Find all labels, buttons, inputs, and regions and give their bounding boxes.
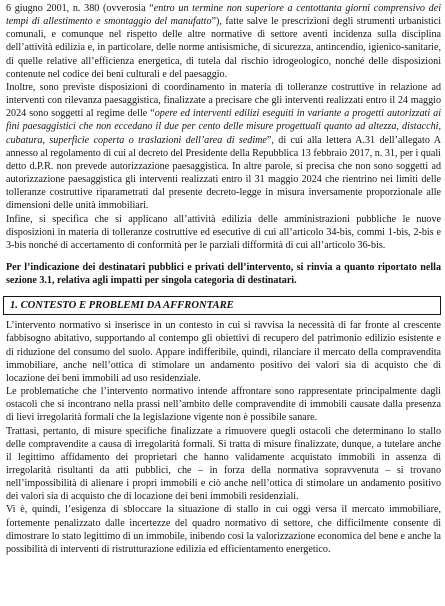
section-paragraph-1: L’intervento normativo si inserisce in un contesto in cui si ravvisa la necessità di far fronte al crescente fabbisogno abitativo, supportando al contempo gli obiettivi di recupero del patrimonio edilizio esistente e di riduzione del consumo del suolo. Appare indifferibile, quindi, rilanciare il mercato della compravendita immobiliare, anche nell’ottica di stimolare un andamento positivo dei valori sia di acquisto che di locazione dei beni immobili ad uso residenziale. [6, 320, 441, 384]
intro-p1-text-a: 6 giugno 2001, n. 380 (ovverosia “ [6, 3, 154, 14]
section-paragraph-2: Le problematiche che l’intervento normativo intende affrontare sono rappresentate principalmente dagli ostacoli che si incontrano nella prassi nell’ambito delle compravendite di immobili causate dalla presenza di lievi irregolarità formali che la legislazione vigente non è possibile sanare. [6, 386, 441, 424]
section-paragraph-3: Trattasi, pertanto, di misure specifiche finalizzate a rimuovere quegli ostacoli che determinano lo stallo delle compravendite a causa di irregolarità formali. Si tratta di misure finalizzate, dunque, a tutelare anche il legittimo affidamento dei proprietari che hanno validamente acquistato immobili in assenza di irregolarità risultanti da atti pubblici, che – in forza della normativa sopravvenuta – si trovano nell’impossibilità di alienare i propri immobili e ciò anche nell’ottica di stimolare un andamento positivo dei valori sia di acquisto che di locazione dei beni immobili residenziali. [6, 425, 441, 503]
intro-p1-text-c: ”), fatte salve le prescrizioni degli strumenti urbanistici comunali, e comunque nel rispetto delle altre normative di settore aventi incidenza sulla disciplina dell’attività edilizia e, in particolare, delle norme antisismiche, di sicurezza, antincendio, igienico-sanitarie, di quelle relative all’efficienza energetica, di tutela dal rischio idrogeologico, nonché delle disposizioni contenute nel codice dei beni culturali e del paesaggio. [6, 16, 441, 80]
section-heading-box [3, 296, 441, 315]
intro-p2-text-a: Inoltre, sono previste disposizioni di coordinamento in materia di tolleranze costruttive in relazione ad interventi con rilevanza paesaggistica, finalizzate a precisare che gli interventi realizzati entro il 24 maggio 2024 sono soggetti al regime delle “ [6, 81, 441, 120]
section-heading: 1. CONTESTO E PROBLEMI DA AFFRONTARE [10, 300, 234, 312]
intro-p1-quote: entro un termine non superiore a centottanta giorni comprensivo dei tempi di allestimento e smontaggio del manufatto [6, 3, 441, 28]
intro-paragraph-3: Infine, si specifica che si applicano all’attività edilizia delle amministrazioni pubbliche le nuove disposizioni in materia di tolleranze costruttive ed esecutive di cui all’articolo 34-bis, commi 1-bis, 2-bis e 3-bis nonché di accertamento di conformità per le parziali difformità di cui all’articolo 36-bis. [6, 213, 441, 251]
recipients-note: Per l’indicazione dei destinatari pubblici e privati dell’intervento, si rinvia a quanto riportato nella sezione 3.1, relativa agli impatti per singola categoria di destinatari. [6, 261, 441, 287]
intro-paragraph-2 [6, 81, 441, 213]
intro-p2-text-c: ”, di cui alla lettera A.31 dell’allegato A annesso al regolamento di cui al decreto del Presidente della Repubblica 13 febbraio 2017, n. 31, per i quali detto d.P.R. non prevede autorizzazione paesaggistica. In altre parole, si precisa che non sono soggetti ad autorizzazione paesaggistica gli interventi realizzati entro il 31 maggio 2024 che rientrino nei limiti delle tolleranze costruttive riparametrati dal presente decreto-legge in misura inversamente proporzionale alle dimensioni delle unità immobiliari. [6, 134, 441, 212]
section-paragraph-4: Vi è, quindi, l’esigenza di sbloccare la situazione di stallo in cui oggi versa il mercato immobiliare, fortemente penalizzato dalle incertezze del quadro normativo di settore, che difficilmente consente di dimostrare lo stato legittimo di un immobile, inibendo così la valorizzazione economica del bene e anche la possibilità di interventi di ristrutturazione edilizia ed efficientamento energetico. [6, 504, 441, 555]
intro-p2-quote: opere ed interventi edilizi eseguiti in variante a progetti autorizzati ai fini paesaggistici che non eccedano il due per cento delle misure progettuali quanto ad altezza, distacchi, cubatura, superficie coperta o traslazioni dell’area di sedime [6, 108, 441, 146]
intro-paragraph-1 [6, 2, 441, 81]
